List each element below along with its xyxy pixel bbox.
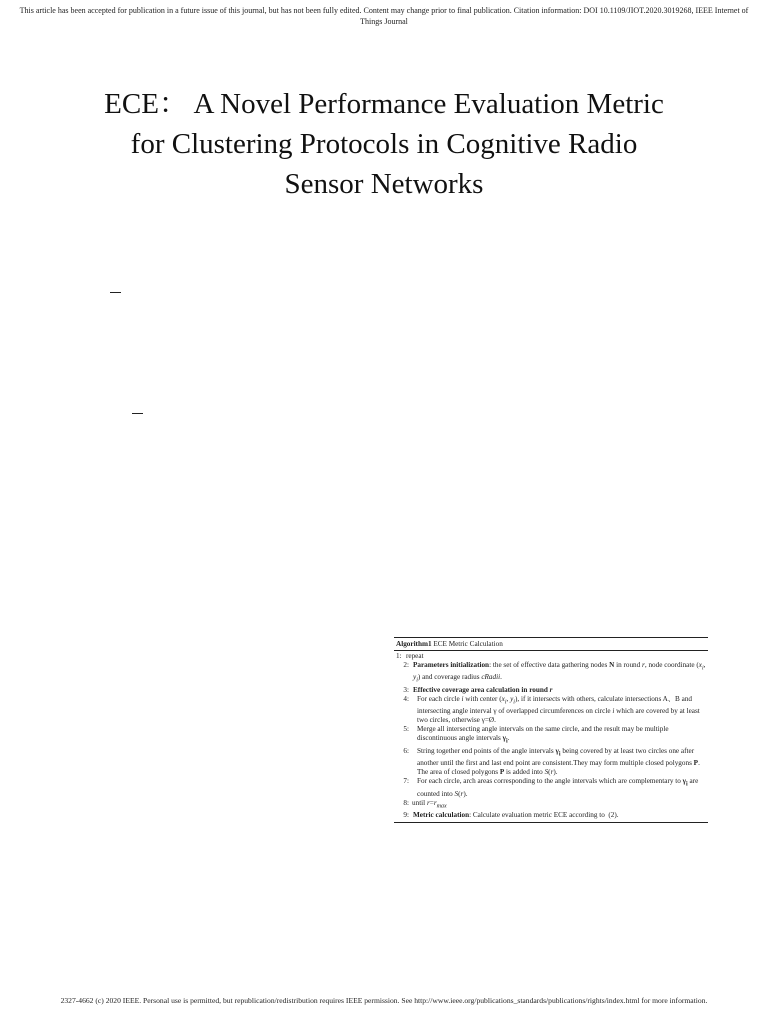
line-number: 2: bbox=[403, 661, 409, 669]
line-text: until $r=r_{max}$ bbox=[412, 798, 447, 810]
algorithm-line bbox=[394, 686, 708, 695]
copyright-footer: 2327-4662 (c) 2020 IEEE. Personal use is permitted, but republication/redistribution requires IEEE permission. See http://www.ieee.org/publications_standards/publications/rights/index.html for more information. bbox=[60, 996, 708, 1005]
algorithm-line bbox=[394, 811, 708, 820]
line-text: Parameters initialization: the set of effective data gathering nodes N in round r, node coordinate ($x_i$, $y_i$) and coverage radius cRadii. bbox=[413, 661, 706, 684]
publication-notice: This article has been accepted for publication in a future issue of this journal, but has not been fully edited. Content may change prior to final publication. Citation information: DOI 10.1109/JIOT.2020.3019268, IEEE Internet of Things Journal bbox=[19, 6, 749, 26]
algorithm-label: Algorithm1 bbox=[396, 640, 432, 648]
line-text: Effective coverage area calculation in round r bbox=[413, 685, 553, 694]
algorithm-header bbox=[394, 637, 708, 651]
algorithm-line bbox=[394, 661, 708, 686]
line-text: Merge all intersecting angle intervals on the same circle, and the result may be multiple discontinuous angle intervals $\gamma_i$. bbox=[417, 725, 669, 745]
line-text: Metric calculation: Calculate evaluation metric ECE according to (2). bbox=[413, 811, 619, 820]
line-number: 1: bbox=[396, 652, 402, 660]
algorithm-body bbox=[394, 651, 708, 823]
title-line-1: ECE： A Novel Performance Evaluation Metric bbox=[104, 88, 664, 120]
algorithm-line bbox=[394, 695, 708, 725]
line-number: 6: bbox=[403, 746, 409, 755]
paper-title bbox=[60, 84, 708, 204]
line-number: 5: bbox=[403, 725, 409, 734]
algorithm-line bbox=[394, 799, 708, 811]
dash-mark bbox=[132, 413, 143, 414]
algorithm-caption: ECE Metric Calculation bbox=[431, 640, 503, 648]
line-number: 4: bbox=[403, 694, 409, 703]
line-number: 9: bbox=[403, 811, 409, 820]
algorithm-line bbox=[394, 777, 708, 798]
line-number: 8: bbox=[403, 798, 409, 807]
algorithm-line bbox=[394, 725, 708, 746]
line-text: String together end points of the angle intervals $\gamma_i$ being covered by at least two circles one after another until the first and last end point are consistent.They may form multiple closed polygons P. The area of closed polygons P is added into S(r). bbox=[417, 746, 700, 777]
title-line-3: Sensor Networks bbox=[284, 168, 484, 200]
algorithm-box bbox=[394, 637, 708, 823]
line-number: 3: bbox=[403, 685, 409, 694]
algorithm-line bbox=[394, 652, 708, 661]
line-text: For each circle i with center ($x_i$, $y_i$), if it intersects with others, calculate intersections A、B and intersecting angle interval γ of overlapped circumferences on circle i which are covered by at least two circles, otherwise γ=Ø. bbox=[417, 694, 700, 725]
dash-mark bbox=[110, 292, 121, 293]
line-text: For each circle, arch areas corresponding to the angle intervals which are complementary to $\gamma_i$ are counted into S(r). bbox=[417, 777, 699, 798]
line-number: 7: bbox=[403, 777, 409, 786]
line-text: repeat bbox=[406, 652, 424, 660]
title-line-2: for Clustering Protocols in Cognitive Radio bbox=[130, 128, 638, 160]
algorithm-line bbox=[394, 747, 708, 777]
